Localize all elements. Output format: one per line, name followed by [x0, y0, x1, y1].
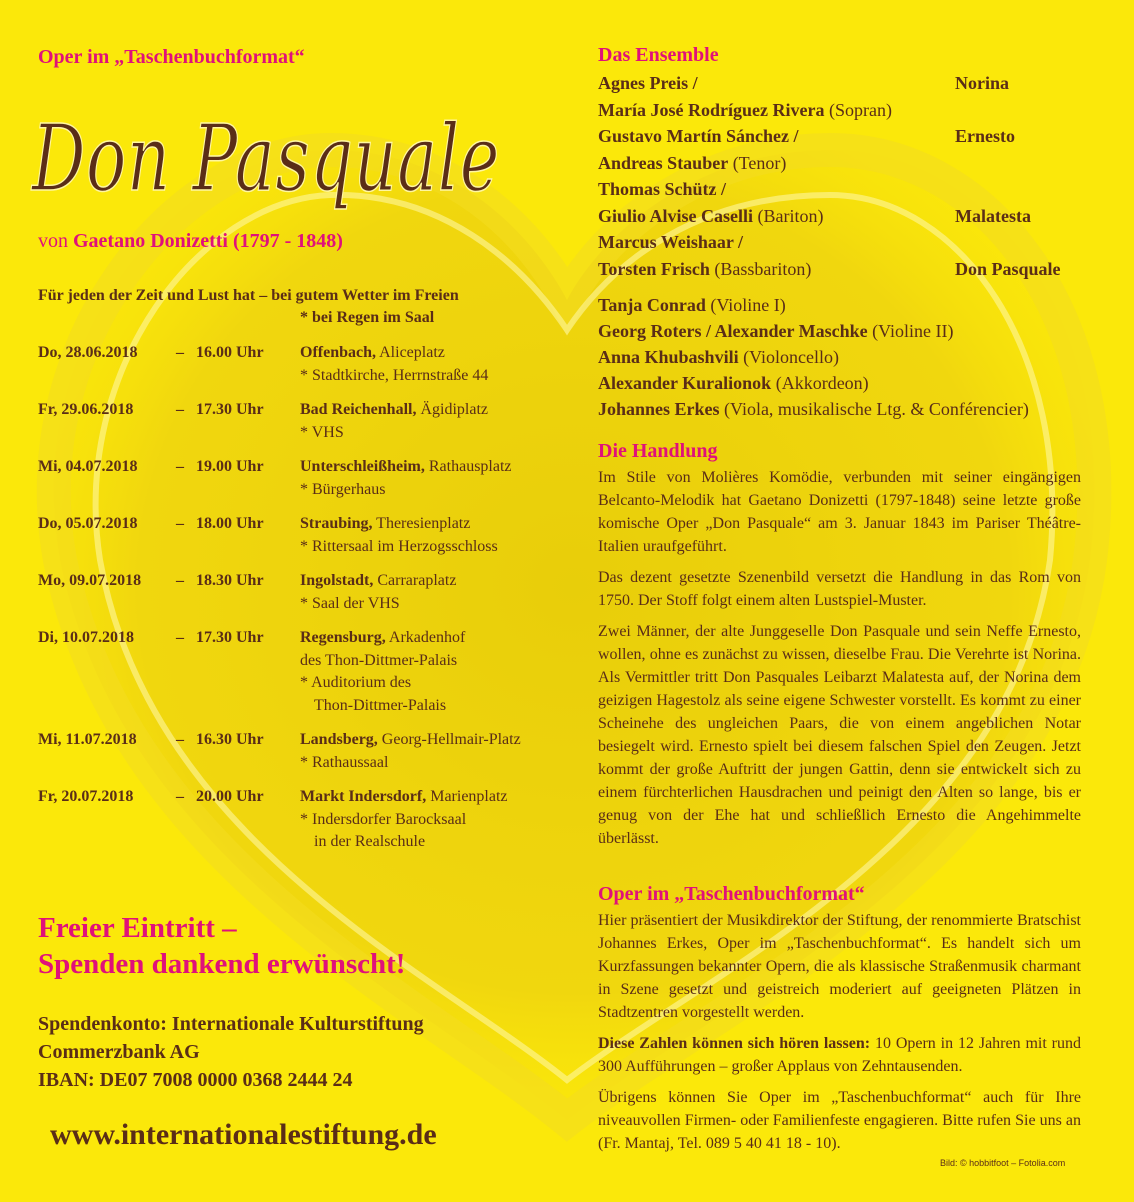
schedule-dash: –	[176, 401, 184, 418]
schedule-venue-line: * Stadtkirche, Herrnstraße 44	[300, 366, 489, 384]
singer-voice: (Tenor)	[728, 152, 787, 173]
plot-text	[598, 466, 1081, 858]
singer-name: Agnes Preis /	[598, 73, 698, 93]
schedule-city: Markt Indersdorf,	[300, 788, 427, 805]
musician-name: Georg Roters / Alexander Maschke	[598, 321, 868, 341]
musician-row	[598, 292, 1098, 318]
plot-heading: Die Handlung	[598, 440, 718, 462]
schedule-date: Do, 05.07.2018	[38, 515, 138, 532]
schedule-venue-line: * Rittersaal im Herzogsschloss	[300, 537, 498, 555]
musician-row	[598, 370, 1098, 396]
schedule-place	[300, 786, 568, 809]
ensemble-row	[598, 203, 1083, 230]
ensemble-row	[598, 176, 1083, 203]
schedule-time: 17.30 Uhr	[196, 629, 264, 646]
schedule-date: Fr, 29.06.2018	[38, 401, 134, 418]
pocketbook-paragraph-1: Hier präsentiert der Musikdirektor der Stiftung, der renommierte Bratschist Johannes Erkes, Oper im „Taschenbuchformat“. Es handelt sich um Kurzfassungen bekannter Opern, die als klassische Straßenmusik charmant in Szene gesetzt und geistreich moderiert auf geeigneten Plätzen in Stadtzentren vorgestellt werden.	[598, 912, 1081, 1021]
bank-line-2: Commerzbank AG	[38, 1041, 200, 1063]
schedule-time: 17.30 Uhr	[196, 401, 264, 418]
schedule-location: Georg-Hellmair-Platz	[377, 731, 521, 748]
schedule-date: Di, 10.07.2018	[38, 629, 134, 646]
schedule-row	[38, 729, 568, 774]
bank-line-3: IBAN: DE07 7008 0000 0368 2444 24	[38, 1069, 353, 1091]
schedule-place	[300, 627, 568, 650]
schedule-venue-line: * Auditorium des	[300, 674, 412, 691]
musician-instrument: (Violoncello)	[738, 347, 839, 367]
schedule-city: Bad Reichenhall,	[300, 401, 417, 418]
schedule-city: Unterschleißheim,	[300, 458, 425, 475]
ensemble-list	[598, 70, 1083, 282]
bank-details	[38, 1010, 424, 1094]
schedule-date: Mo, 09.07.2018	[38, 572, 142, 589]
schedule-date: Fr, 20.07.2018	[38, 788, 134, 805]
singer-role: Norina	[955, 73, 1009, 93]
schedule-time: 18.00 Uhr	[196, 515, 264, 532]
ensemble-row	[598, 150, 1083, 177]
ensemble-heading: Das Ensemble	[598, 44, 719, 66]
schedule-venue-line: in der Realschule	[314, 833, 426, 850]
schedule-place	[300, 342, 568, 365]
composer-prefix: von	[38, 230, 68, 252]
image-credit: Bild: © hobbitfoot – Fotolia.com	[940, 1158, 1066, 1168]
schedule-location: Rathausplatz	[424, 458, 512, 475]
pocketbook-paragraph-2-rest: 10 Opern in 12 Jahren mit rund 300 Aufführungen – großer Applaus von Zehntausenden.	[598, 1035, 1082, 1075]
free-entry-line-1: Freier Eintritt –	[38, 912, 237, 944]
schedule-date: Do, 28.06.2018	[38, 344, 138, 361]
schedule-row	[38, 786, 568, 854]
intro-line-1: Für jeden der Zeit und Lust hat – bei gutem Wetter im Freien	[38, 287, 459, 304]
schedule-location: Carraraplatz	[373, 572, 457, 589]
schedule-place	[300, 729, 568, 752]
plot-paragraph: Im Stile von Molières Komödie, verbunden mit seiner eingängigen Belcanto-Melodik hat Gaetano Donizetti (1797-1848) seine letzte große komische Oper „Don Pasquale“ am 3. Januar 1843 im Pariser Théâtre-Italien uraufgeführt.	[598, 469, 1081, 555]
pocketbook-text	[598, 909, 1081, 1163]
pocketbook-paragraph-3: Übrigens können Sie Oper im „Taschenbuchformat“ auch für Ihre niveauvollen Firmen- oder Familienfeste engagieren. Bitte rufen Sie uns an (Fr. Mantaj, Tel. 089 5 40 41 18 - 10).	[598, 1089, 1081, 1152]
intro-line-2: * bei Regen im Saal	[300, 309, 435, 326]
free-entry-notice	[38, 910, 405, 982]
musician-name: Alexander Kuralionok	[598, 373, 772, 393]
schedule-dash: –	[176, 458, 184, 475]
singer-name: Giulio Alvise Caselli	[598, 205, 754, 226]
schedule-city: Regensburg,	[300, 629, 386, 646]
schedule-time: 18.30 Uhr	[196, 572, 264, 589]
schedule-venue-line: * VHS	[300, 423, 344, 441]
singer-name: Gustavo Martín Sánchez /	[598, 126, 799, 146]
schedule-location: Theresienplatz	[372, 515, 471, 532]
schedule-city: Straubing,	[300, 515, 373, 532]
title-don-pasquale	[28, 82, 508, 232]
schedule-location: Arkadenhof	[385, 629, 466, 646]
schedule-dash: –	[176, 788, 184, 805]
schedule-place	[300, 399, 568, 422]
schedule-venue-line: * Saal der VHS	[300, 594, 400, 612]
website-link[interactable]: www.internationalestiftung.de	[50, 1118, 437, 1151]
singer-name: Marcus Weishaar /	[598, 232, 744, 252]
schedule-dash: –	[176, 515, 184, 532]
musicians-list	[598, 292, 1098, 422]
singer-role: Ernesto	[955, 126, 1015, 146]
schedule-venue-line: * Rathaussaal	[300, 753, 389, 771]
pocketbook-paragraph-2-bold: Diese Zahlen können sich hören lassen:	[598, 1035, 871, 1052]
title-text: Don Pasquale	[30, 105, 501, 212]
schedule-time: 20.00 Uhr	[196, 788, 264, 805]
schedule-place	[300, 570, 568, 593]
singer-voice: (Bariton)	[753, 205, 824, 226]
singer-name: Torsten Frisch	[598, 258, 710, 279]
singer-voice: (Bassbariton)	[709, 258, 812, 279]
free-entry-line-2: Spenden dankend erwünscht!	[38, 948, 406, 980]
schedule-time: 16.00 Uhr	[196, 344, 264, 361]
schedule-location: Marienplatz	[426, 788, 508, 805]
schedule-row	[38, 456, 568, 501]
bank-line-1: Spendenkonto: Internationale Kulturstiftung	[38, 1013, 424, 1035]
singer-name: María José Rodríguez Rivera	[598, 99, 825, 120]
schedule-date: Mi, 04.07.2018	[38, 458, 138, 475]
schedule-time: 19.00 Uhr	[196, 458, 264, 475]
opera-subtitle: Oper im „Taschenbuchformat“	[38, 46, 305, 68]
schedule-date: Mi, 11.07.2018	[38, 731, 137, 748]
performance-schedule	[38, 342, 568, 866]
musician-instrument: (Violine II)	[867, 321, 954, 341]
plot-paragraph: Zwei Männer, der alte Junggeselle Don Pasquale und sein Neffe Ernesto, wollen, ohne es zunächst zu wissen, dieselbe Frau. Die Verehrte ist Norina. Als Vermittler tritt Don Pasquales Leibarzt Malatesta auf, der Norina dem geizigen Hagestolz als seine eigene Schwester vorstellt. Es kommt zu einer Scheinehe des ungleichen Paars, die von einem angeblichen Notar besiegelt wird. Ernesto spielt bei diesem falschen Spiel den Zeugen. Jetzt kommt der große Auftritt der jungen Gattin, denn sie entwickelt sich zu einem fürchterlichen Hausdrachen und peinigt den Alten so lange, bis er genug von der Ehe hat und schließlich Ernesto die Angehimmelte überlässt.	[598, 623, 1081, 847]
schedule-city: Ingolstadt,	[300, 572, 374, 589]
schedule-row	[38, 627, 568, 717]
musician-name: Tanja Conrad	[598, 295, 706, 315]
singer-name: Thomas Schütz /	[598, 179, 727, 199]
schedule-row	[38, 399, 568, 444]
schedule-place	[300, 456, 568, 479]
musician-row	[598, 318, 1098, 344]
musician-row	[598, 396, 1098, 422]
schedule-location: Ägidiplatz	[416, 401, 489, 418]
schedule-row	[38, 570, 568, 615]
intro-text	[38, 285, 558, 329]
ensemble-row	[598, 70, 1083, 97]
schedule-location: Aliceplatz	[376, 344, 445, 361]
musician-instrument: (Violine I)	[705, 295, 786, 315]
musician-name: Anna Khubashvili	[598, 347, 739, 367]
schedule-city: Offenbach,	[300, 344, 376, 361]
schedule-dash: –	[176, 344, 184, 361]
musician-instrument: (Viola, musikalische Ltg. & Conférencier)	[719, 399, 1029, 419]
musician-row	[598, 344, 1098, 370]
schedule-venue-line: des Thon-Dittmer-Palais	[300, 651, 458, 669]
schedule-place	[300, 513, 568, 536]
ensemble-row	[598, 123, 1083, 150]
ensemble-row	[598, 97, 1083, 124]
schedule-venue-line: Thon-Dittmer-Palais	[314, 696, 447, 714]
musician-instrument: (Akkordeon)	[771, 373, 869, 393]
composer-line	[38, 230, 343, 253]
schedule-venue-line: * Indersdorfer Barocksaal	[300, 810, 467, 828]
singer-role: Malatesta	[955, 205, 1031, 226]
schedule-time: 16.30 Uhr	[196, 731, 264, 748]
schedule-row	[38, 513, 568, 558]
schedule-dash: –	[176, 572, 184, 589]
singer-name: Andreas Stauber	[598, 152, 729, 173]
singer-voice: (Sopran)	[824, 99, 892, 120]
ensemble-row	[598, 256, 1083, 283]
pocketbook-heading: Oper im „Taschenbuchformat“	[598, 883, 865, 905]
schedule-city: Landsberg,	[300, 731, 378, 748]
schedule-venue-line: * Bürgerhaus	[300, 480, 386, 498]
schedule-dash: –	[176, 629, 184, 646]
ensemble-row	[598, 229, 1083, 256]
composer-name: Gaetano Donizetti (1797 - 1848)	[73, 230, 343, 252]
schedule-row	[38, 342, 568, 387]
pocketbook-paragraph-2	[598, 1032, 1081, 1078]
plot-paragraph: Das dezent gesetzte Szenenbild versetzt die Handlung in das Rom von 1750. Der Stoff folgt einem alten Lustspiel-Muster.	[598, 569, 1081, 609]
singer-role: Don Pasquale	[955, 258, 1061, 279]
musician-name: Johannes Erkes	[598, 399, 720, 419]
schedule-dash: –	[176, 731, 184, 748]
